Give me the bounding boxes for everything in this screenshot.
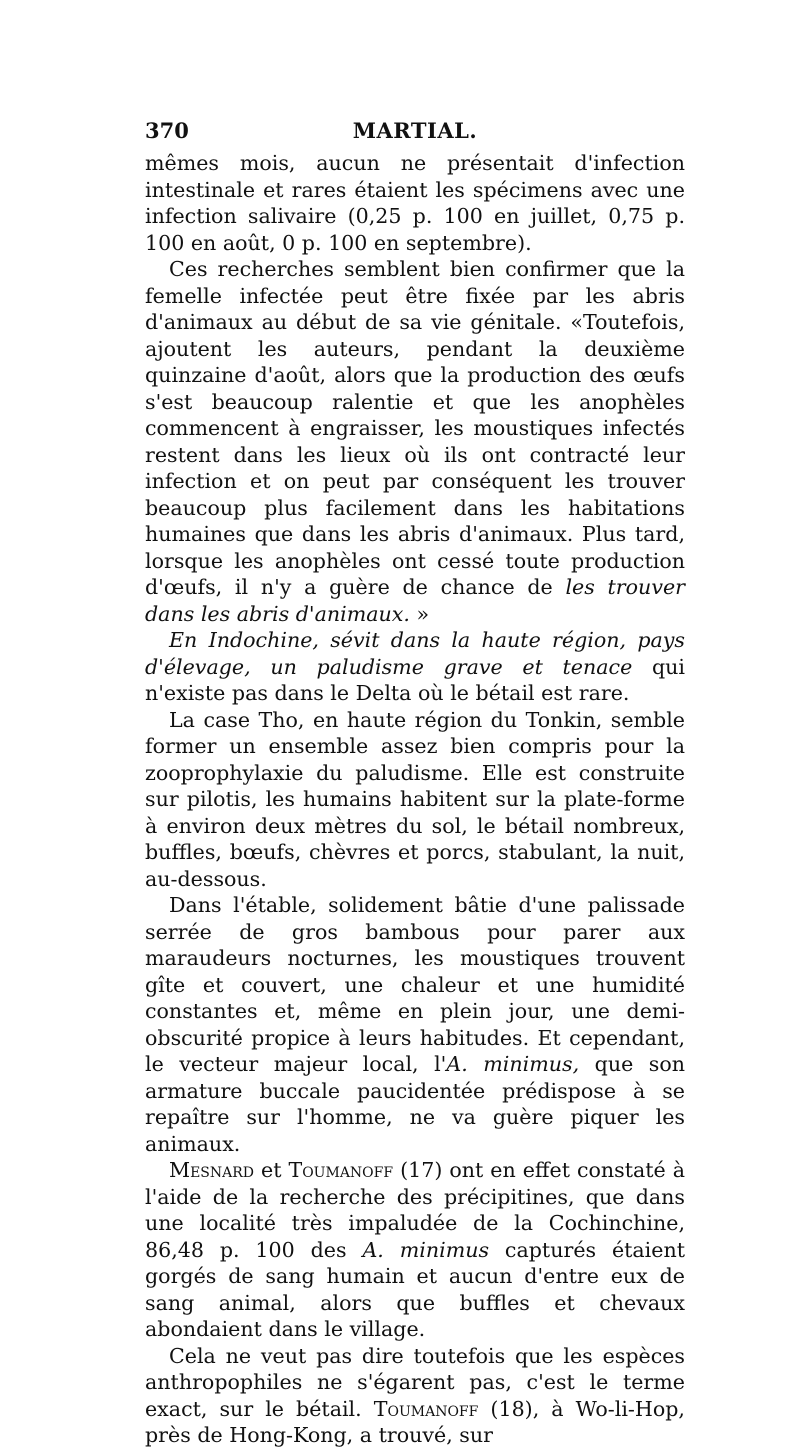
- text-run: (17) ont en effet constaté à l'aide de la recherche des précipitines, que dans une localité très impaludée de la Cochinchine, 86,48 p. 100 des: [145, 1158, 685, 1262]
- paragraph: [145, 256, 685, 627]
- text-run: (18), à Wo-li-Hop, près de Hong-Kong, a trouvé, sur: [145, 1396, 685, 1447]
- paragraph: [145, 627, 685, 707]
- italic-text: A. minimus: [362, 1237, 490, 1262]
- paragraph: [145, 150, 685, 256]
- text-run: Dans l'étable, solidement bâtie d'une palissade serrée de gros bambous pour parer aux maraudeurs nocturnes, les moustiques trouvent gîte et couvert, une chaleur et une humidité constantes et, même en plein jour, une demi-obscurité propice à leurs habitudes. Et cependant, le vecteur majeur local, l': [145, 893, 685, 1076]
- text-run: Ces recherches semblent bien confirmer que la femelle infectée peut être fixée par les abris d'animaux au début de sa vie génitale. «Toutefois, ajoutent les auteurs, pendant la deuxième quinzaine d'août, alors que la production des œufs s'est beaucoup ralentie et que les anophèles commencent à engraisser, les moustiques infectés restent dans les lieux où ils ont contracté leur infection et on peut par conséquent les trouver beaucoup plus facilement dans les habitations humaines que dans les abris d'animaux. Plus tard, lorsque les anophèles ont cessé toute production d'œufs, il n'y a guère de chance de: [145, 257, 685, 599]
- text-run: que son armature buccale paucidentée prédispose à se repaître sur l'homme, ne va guère piquer les animaux.: [145, 1052, 685, 1156]
- italic-text: les trouver dans les abris d'animaux.: [145, 575, 685, 626]
- text-run: Cela ne veut pas dire toutefois que les espèces anthropophiles ne s'égarent pas, c'est le terme exact, sur le bétail.: [145, 1343, 685, 1421]
- paragraph: [145, 1157, 685, 1343]
- author-name: Toumanoff: [373, 1396, 479, 1421]
- italic-text: A. minimus,: [446, 1052, 580, 1076]
- text-run: mêmes mois, aucun ne présentait d'infection intestinale et rares étaient les spécimens avec une infection salivaire (0,25 p. 100 en juillet, 0,75 p. 100 en août, 0 p. 100 en septembre).: [145, 151, 685, 255]
- paragraph: [145, 892, 685, 1157]
- page-number: 370: [145, 118, 189, 143]
- italic-text: En Indochine, sévit dans la haute région, pays d'élevage, un paludisme grave et tenace: [145, 628, 685, 679]
- text-run: et: [254, 1158, 289, 1182]
- text-run: »: [409, 601, 430, 626]
- running-title: MARTIAL.: [352, 118, 478, 143]
- page-header: [145, 118, 685, 144]
- author-name: Toumanoff: [288, 1158, 394, 1182]
- text-run: qui n'existe pas dans le Delta où le bétail est rare.: [145, 654, 685, 705]
- author-name: Mesnard: [169, 1158, 255, 1182]
- paragraph: [145, 1343, 685, 1449]
- body-text: [145, 150, 685, 1449]
- text-run: La case Tho, en haute région du Tonkin, semble former un ensemble assez bien compris pour la zooprophylaxie du paludisme. Elle est construite sur pilotis, les humains habitent sur la plate-forme à environ deux mètres du sol, le bétail nombreux, buffles, bœufs, chèvres et porcs, stabulant, la nuit, au-dessous.: [145, 707, 685, 891]
- text-run: capturés étaient gorgés de sang humain et aucun d'entre eux de sang animal, alors que buffles et chevaux abondaient dans le village.: [145, 1237, 685, 1341]
- paragraph: [145, 707, 685, 893]
